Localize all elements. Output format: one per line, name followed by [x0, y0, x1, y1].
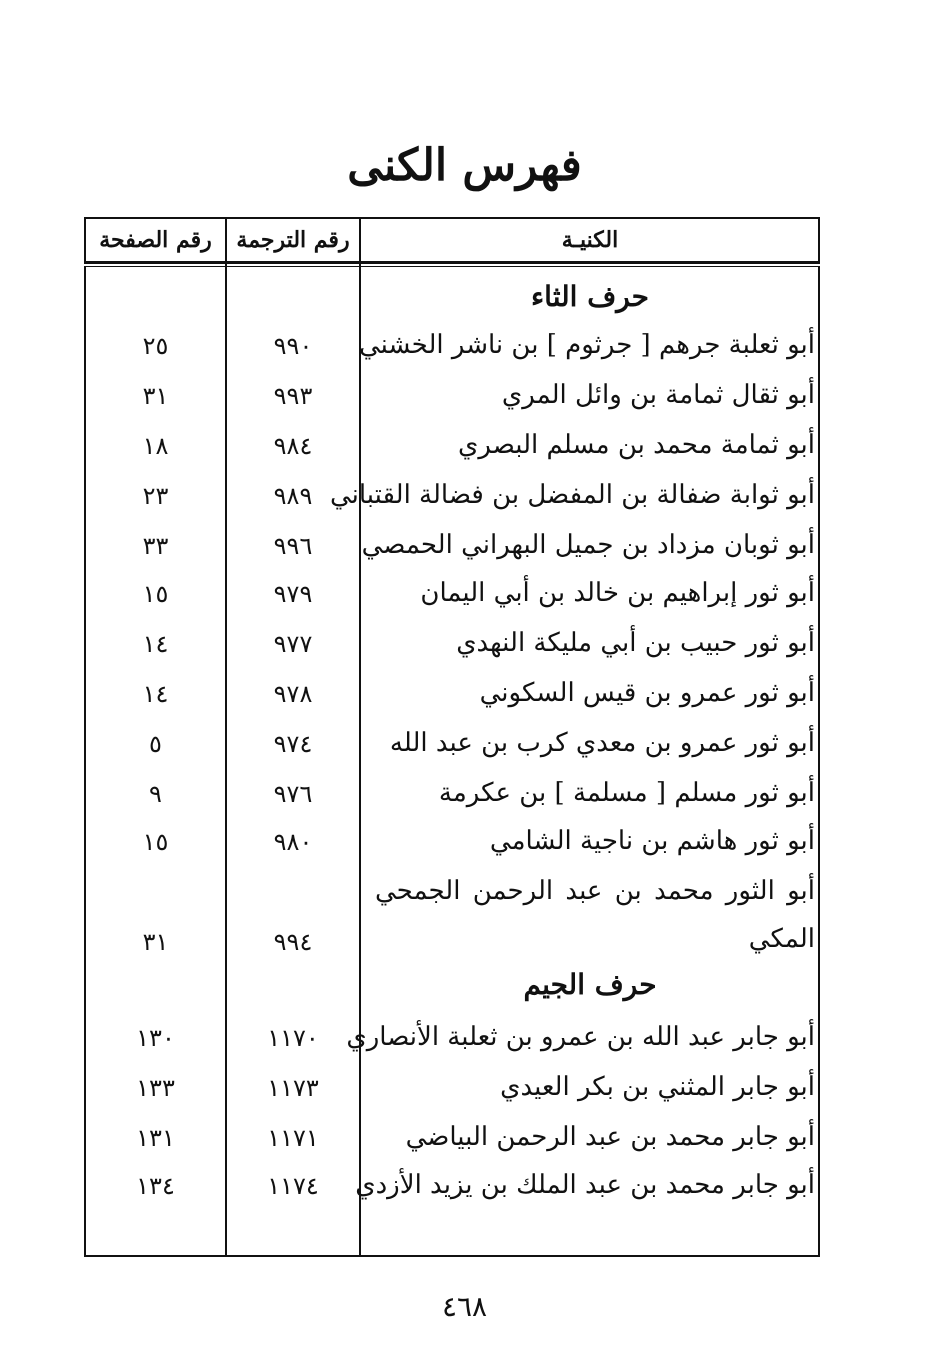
list-item-name: أبو ثور حبيب بن أبي مليكة النهدي [456, 628, 815, 658]
list-item-page: ١٣١ [136, 1124, 175, 1152]
list-item-translation: ٩٩٦ [273, 532, 313, 560]
list-item-page: ١٤ [142, 630, 169, 658]
list-item-name: أبو ثور إبراهيم بن خالد بن أبي اليمان [420, 578, 815, 608]
list-item-name: أبو جابر المثني بن بكر العيدي [500, 1072, 815, 1102]
list-item-translation: ١١٧٤ [267, 1172, 319, 1200]
column-divider-translation [359, 217, 361, 1257]
list-item-name: أبو ثعلبة جرهم [ جرثوم ] بن ناشر الخشني [358, 330, 815, 360]
list-item-page: ١٨ [142, 432, 169, 460]
list-item-translation: ٩٧٤ [273, 730, 313, 758]
list-item-translation: ٩٧٦ [273, 780, 313, 808]
page-title: فهرس الكنى [347, 140, 582, 191]
list-item-translation: ٩٩٣ [273, 382, 313, 410]
list-item-page: ٣١ [142, 382, 169, 410]
list-item-name: أبو ثوبان مزداد بن جميل البهراني الحمصي [361, 530, 815, 560]
list-item-translation: ١١٧١ [267, 1124, 319, 1152]
list-item-page: ١٣٠ [136, 1024, 175, 1052]
list-item-name: أبو جابر محمد بن عبد الرحمن البياضي [405, 1122, 815, 1152]
list-item-translation: ٩٧٩ [273, 580, 313, 608]
list-item-translation: ٩٨٠ [273, 828, 313, 856]
list-item-name: أبو ثور عمرو بن معدي كرب بن عبد الله [389, 728, 815, 758]
list-item-name: أبو ثور مسلم [ مسلمة ] بن عكرمة [438, 778, 815, 808]
list-item-translation: ١١٧٠ [267, 1024, 319, 1052]
list-item-page: ٢٥ [142, 332, 169, 360]
list-item-name: أبو ثمامة محمد بن مسلم البصري [458, 430, 815, 460]
list-item-translation: ٩٩٠ [273, 332, 313, 360]
list-item-page: ٥ [149, 730, 162, 758]
list-item-page: ٣٣ [142, 532, 169, 560]
list-item-page: ٣١ [142, 928, 169, 956]
list-item-page: ١٤ [142, 680, 169, 708]
column-header-name: الكنيـة [561, 227, 619, 253]
column-header-translation: رقم الترجمة [236, 227, 350, 253]
list-item-page: ١٣٤ [136, 1172, 175, 1200]
list-item-page: ٩ [149, 780, 162, 808]
list-item-name: أبو الثور محمد بن عبد الرحمن الجمحي [375, 876, 815, 906]
list-item-page: ٢٣ [142, 482, 169, 510]
list-item-page: ١٥ [142, 828, 169, 856]
header-divider [84, 261, 820, 264]
list-item-page: ١٥ [142, 580, 169, 608]
section-heading: حرف الجيم [523, 968, 657, 1001]
list-item-translation: ٩٨٩ [273, 482, 313, 510]
list-item-translation: ٩٧٨ [273, 680, 313, 708]
page-number: ٤٦٨ [441, 1290, 488, 1323]
list-item-translation: ٩٨٤ [273, 432, 313, 460]
list-item-name: أبو ثور هاشم بن ناجية الشامي [489, 826, 815, 856]
section-heading: حرف الثاء [531, 280, 649, 313]
list-item-translation: ١١٧٣ [267, 1074, 319, 1102]
list-item-name: أبو ثور عمرو بن قيس السكوني [479, 678, 815, 708]
list-item-name: أبو جابر محمد بن عبد الملك بن يزيد الأزدي [355, 1170, 815, 1200]
list-item-translation: ٩٩٤ [273, 928, 313, 956]
list-item-name: أبو جابر عبد الله بن عمرو بن ثعلبة الأنصاري [346, 1022, 815, 1052]
list-item-translation: ٩٧٧ [273, 630, 313, 658]
list-item-page: ١٣٣ [136, 1074, 175, 1102]
column-header-page: رقم الصفحة [99, 227, 212, 253]
list-item-name: أبو ثوابة ضفالة بن المفضل بن فضالة القتباني [329, 480, 815, 510]
list-item-name: أبو ثقال ثمامة بن وائل المري [501, 380, 815, 410]
list-item-name-continued: المكي [748, 924, 815, 954]
table-body-frame [84, 266, 820, 1257]
